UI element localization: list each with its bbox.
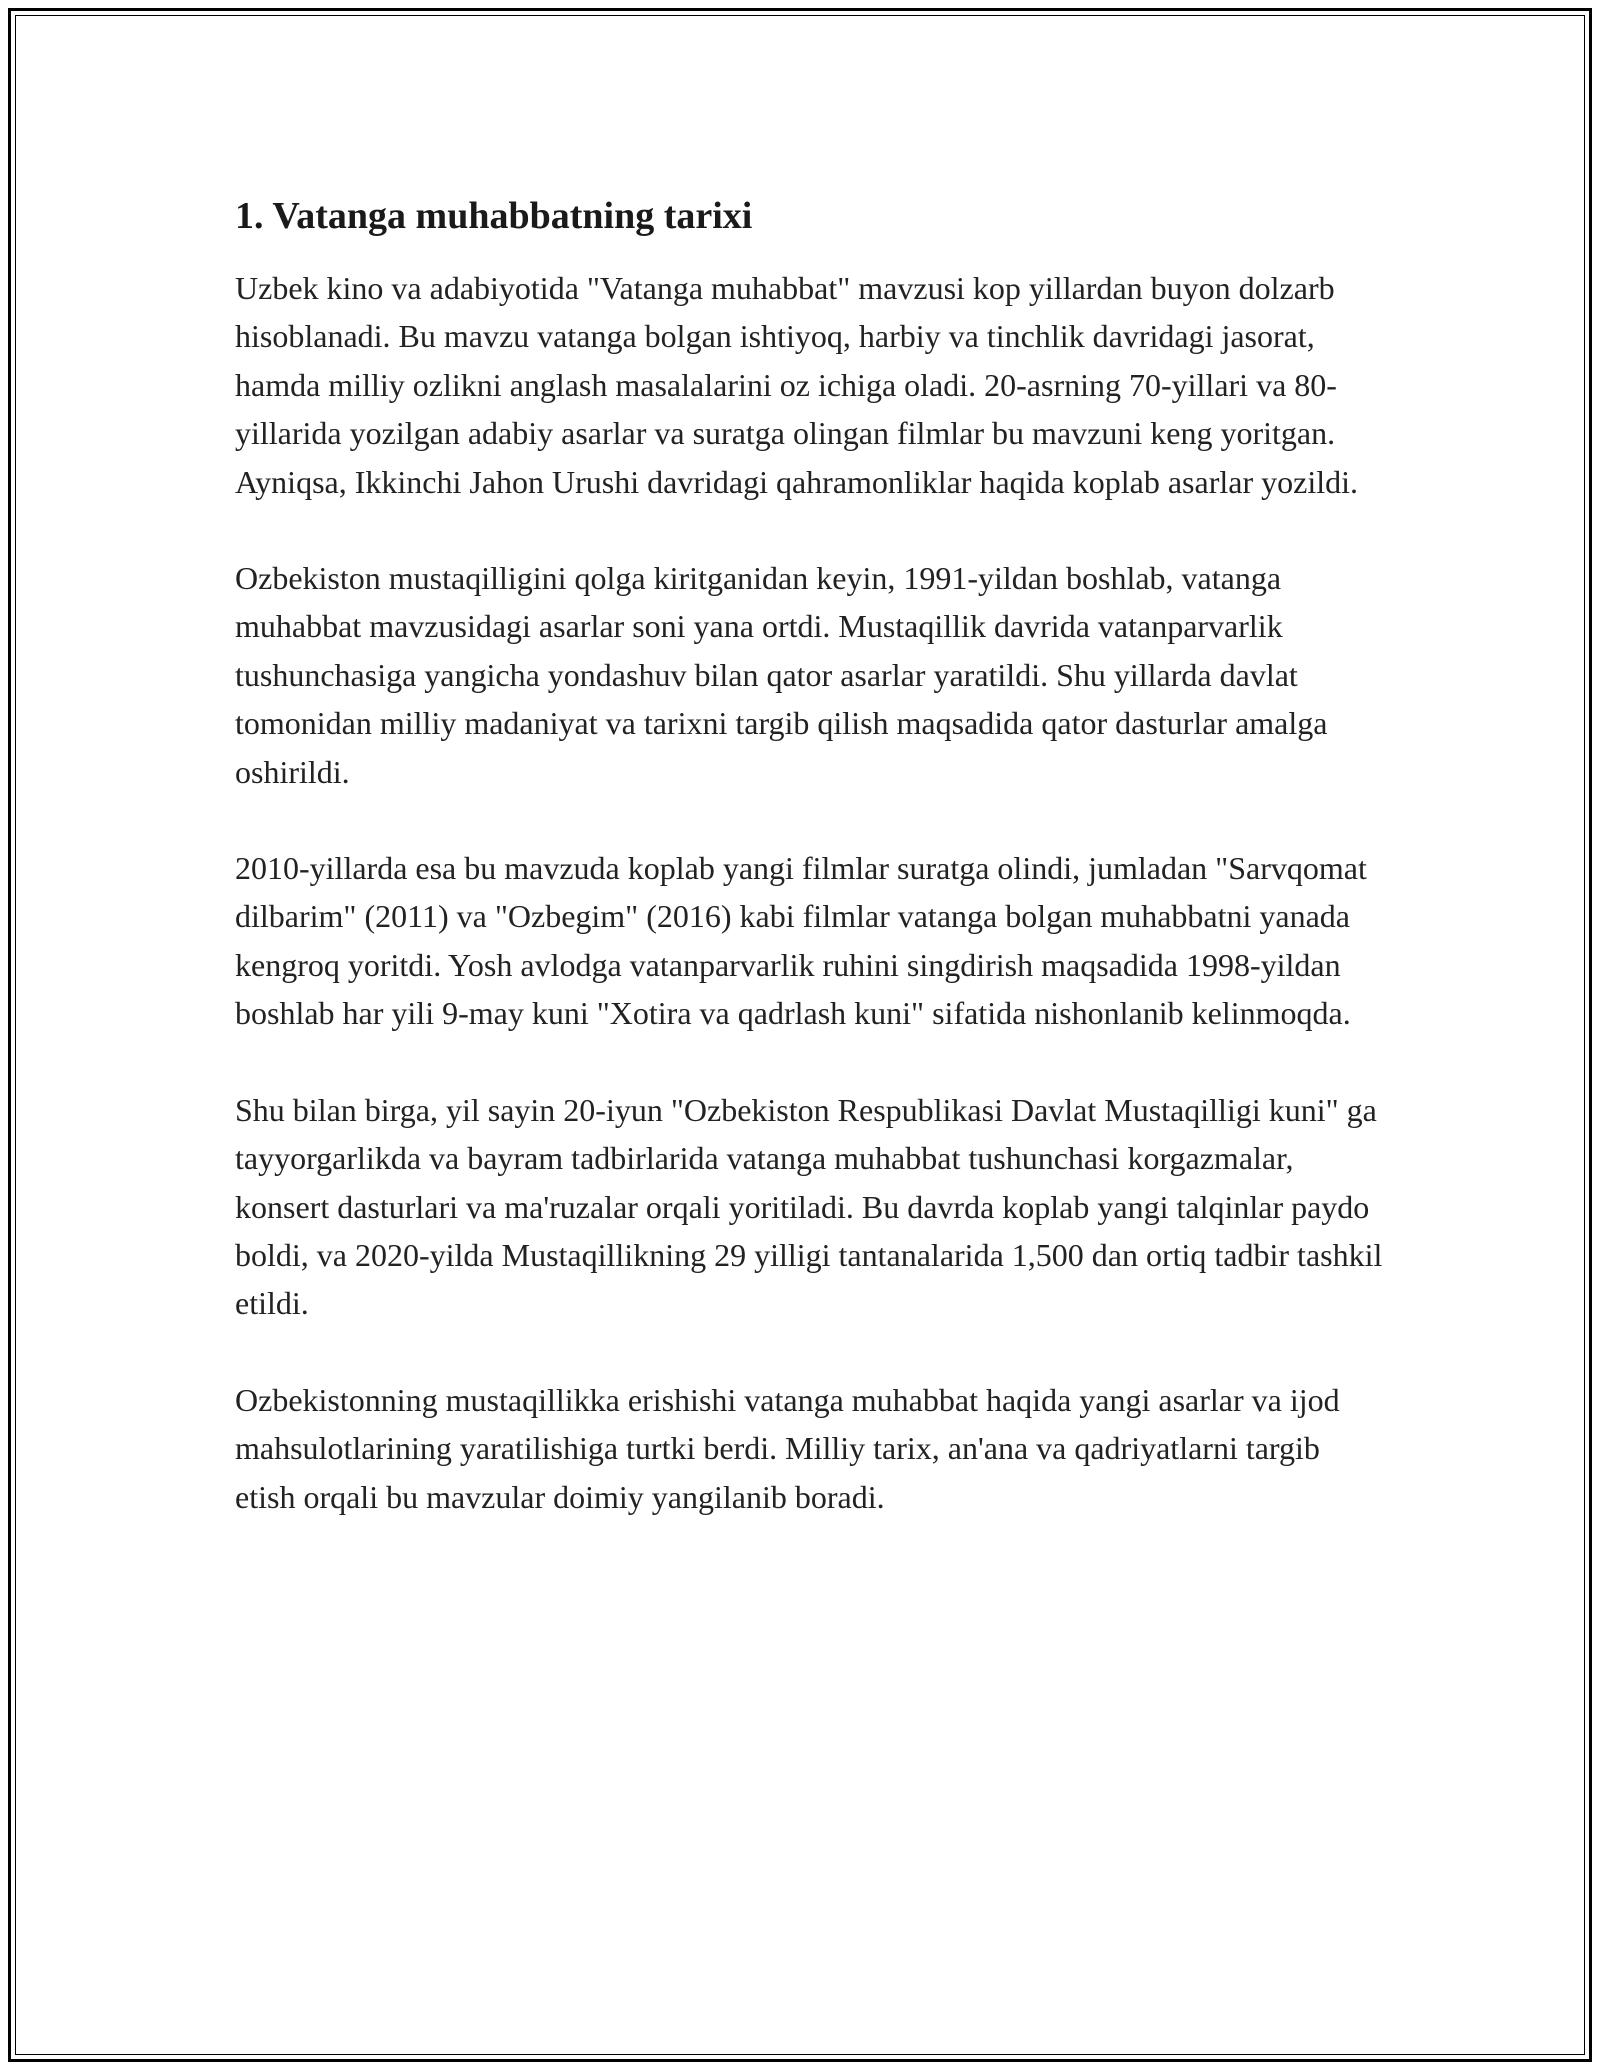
section-heading: 1. Vatanga muhabbatning tarixi <box>235 195 753 237</box>
document-body <box>235 192 1385 1569</box>
paragraph-4: Shu bilan birga, yil sayin 20-iyun "Ozbekiston Respublikasi Davlat Mustaqilligi kuni" ga tayyorgarlikda va bayram tadbirlarida vatanga muhabbat tushunchasi korgazmalar, konsert dasturlari va ma'ruzalar orqali yoritiladi. Bu davrda koplab yangi talqinlar paydo boldi, va 2020-yilda Mustaqillikning 29 yilligi tantanalarida 1,500 dan ortiq tadbir tashkil etildi. <box>235 1091 1383 1322</box>
paragraph-1: Uzbek kino va adabiyotida "Vatanga muhabbat" mavzusi kop yillardan buyon dolzarb hisoblanadi. Bu mavzu vatanga bolgan ishtiyoq, harbiy va tinchlik davridagi jasorat, hamda milliy ozlikni anglash masalalarini oz ichiga oladi. 20-asrning 70-yillari va 80-yillarida yozilgan adabiy asarlar va suratga olingan filmlar bu mavzuni keng yoritgan. Ayniqsa, Ikkinchi Jahon Urushi davridagi qahramonliklar haqida koplab asarlar yozildi. <box>235 270 1358 500</box>
paragraph-3: 2010-yillarda esa bu mavzuda koplab yangi filmlar suratga olindi, jumladan "Sarvqomat dilbarim" (2011) va "Ozbegim" (2016) kabi filmlar vatanga bolgan muhabbatni yanada kengroq yoritdi. Yosh avlodga vatanparvarlik ruhini singdirish maqsadida 1998-yildan boshlab har yili 9-may kuni "Xotira va qadrlash kuni" sifatida nishonlanib kelinmoqda. <box>235 850 1367 1032</box>
paragraph-5: Ozbekistonning mustaqillikka erishishi vatanga muhabbat haqida yangi asarlar va ijod mahsulotlarining yaratilishiga turtki berdi. Milliy tarix, an'ana va qadriyatlarni targib etish orqali bu mavzular doimiy yangilanib boradi. <box>235 1381 1340 1515</box>
paragraph-2: Ozbekiston mustaqilligini qolga kiritganidan keyin, 1991-yildan boshlab, vatanga muhabbat mavzusidagi asarlar soni yana ortdi. Mustaqillik davrida vatanparvarlik tushunchasiga yangicha yondashuv bilan qator asarlar yaratildi. Shu yillarda davlat tomonidan milliy madaniyat va tarixni targib qilish maqsadida qator dasturlar amalga oshirildi. <box>235 560 1328 790</box>
